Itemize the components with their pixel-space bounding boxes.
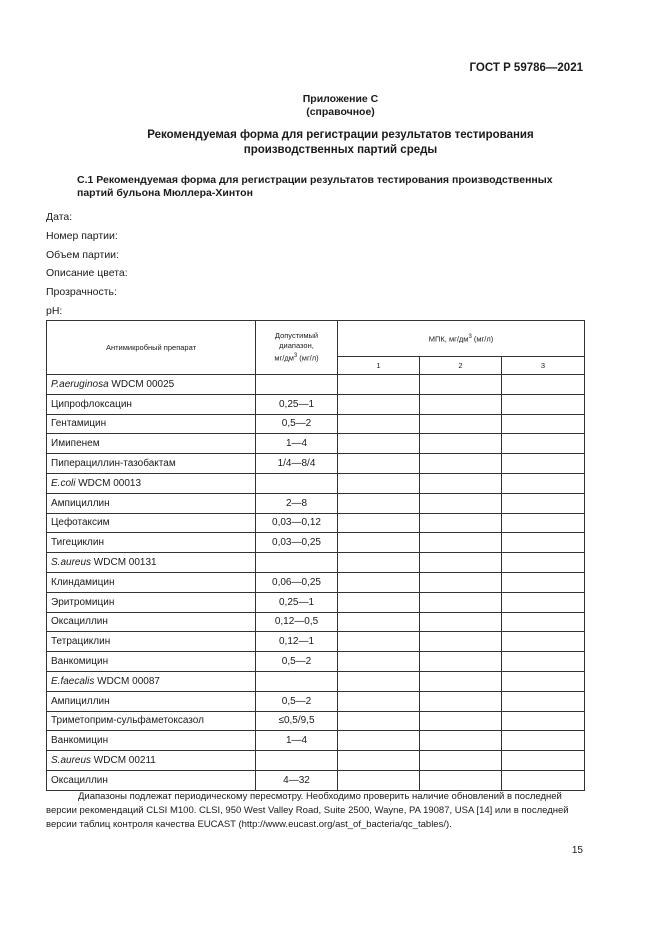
annex-heading	[10, 93, 661, 119]
drug-name-cell: Имипенем	[47, 434, 256, 454]
mic-result-cell-2	[420, 572, 502, 592]
table-row	[47, 513, 585, 533]
mic-result-cell-1	[338, 711, 420, 731]
page-number: 15	[571, 845, 583, 856]
organism-name: P.aeruginosa	[51, 378, 109, 390]
range-cell: 2—8	[256, 493, 338, 513]
mic-result-cell-1	[338, 632, 420, 652]
mic-result-cell-3	[502, 434, 585, 454]
organism-name: E.faecalis	[51, 675, 95, 687]
mic-result-cell-2	[420, 770, 502, 790]
organism-cell	[47, 751, 256, 771]
range-cell	[256, 375, 338, 395]
mic-result-cell-1	[338, 473, 420, 493]
organism-cell	[47, 671, 256, 691]
drug-name-cell: Оксациллин	[47, 770, 256, 790]
mic-result-cell-3	[502, 414, 585, 434]
table-row	[47, 572, 585, 592]
mic-result-cell-2	[420, 375, 502, 395]
organism-strain: WDCM 00087	[94, 675, 160, 687]
mic-result-cell-2	[420, 731, 502, 751]
mic-result-cell-3	[502, 394, 585, 414]
mic-result-cell-1	[338, 533, 420, 553]
drug-name-cell: Тигециклин	[47, 533, 256, 553]
table-row	[47, 533, 585, 553]
range-cell: 0,5—2	[256, 414, 338, 434]
table-row	[47, 691, 585, 711]
drug-name-cell: Гентамицин	[47, 414, 256, 434]
main-title-line-1: Рекомендуемая форма для регистрации результатов тестирования	[147, 129, 534, 141]
organism-cell	[47, 375, 256, 395]
field-color-description: Описание цвета:	[46, 267, 128, 280]
organism-row	[47, 473, 585, 493]
mic-result-cell-1	[338, 434, 420, 454]
column-header-mic-3: 3	[502, 357, 585, 375]
range-cell: 0,12—0,5	[256, 612, 338, 632]
table-row	[47, 454, 585, 474]
organism-row	[47, 751, 585, 771]
table-row	[47, 731, 585, 751]
mic-result-cell-2	[420, 454, 502, 474]
mic-result-cell-2	[420, 493, 502, 513]
range-cell: 1—4	[256, 731, 338, 751]
organism-name: E.coli	[51, 477, 76, 489]
mic-result-cell-3	[502, 652, 585, 672]
mic-result-cell-2	[420, 553, 502, 573]
range-cell: 1/4—8/4	[256, 454, 338, 474]
field-ph: pH:	[46, 304, 63, 317]
mic-result-cell-1	[338, 671, 420, 691]
mic-result-cell-3	[502, 691, 585, 711]
mic-result-cell-1	[338, 572, 420, 592]
range-cell: ≤0,5/9,5	[256, 711, 338, 731]
mic-result-cell-3	[502, 632, 585, 652]
table-row	[47, 493, 585, 513]
main-title	[10, 128, 661, 158]
mic-result-cell-2	[420, 513, 502, 533]
organism-row	[47, 553, 585, 573]
field-date: Дата:	[46, 211, 73, 223]
table-row	[47, 434, 585, 454]
organism-strain: WDCM 00211	[91, 755, 156, 767]
mic-result-cell-1	[338, 612, 420, 632]
mic-result-cell-1	[338, 493, 420, 513]
mic-result-cell-2	[420, 671, 502, 691]
drug-name-cell: Тетрациклин	[47, 632, 256, 652]
mic-result-cell-1	[338, 513, 420, 533]
range-cell	[256, 473, 338, 493]
mic-result-cell-3	[502, 731, 585, 751]
drug-name-cell: Ципрофлоксацин	[47, 394, 256, 414]
drug-name-cell: Цефотаксим	[47, 513, 256, 533]
mic-result-cell-3	[502, 572, 585, 592]
qc-table-body	[47, 375, 585, 791]
form-fields	[46, 208, 128, 321]
mic-result-cell-1	[338, 375, 420, 395]
mic-result-cell-3	[502, 553, 585, 573]
mic-result-cell-1	[338, 652, 420, 672]
column-header-range: Допустимый диапазон, $мг/дм^3$ (мг/л)	[256, 321, 338, 375]
main-title-line-2: производственных партий среды	[243, 144, 438, 156]
drug-name-cell: Эритромицин	[47, 592, 256, 612]
drug-name-cell: Триметоприм-сульфаметоксазол	[47, 711, 256, 731]
mic-result-cell-2	[420, 751, 502, 771]
annex-note: (справочное)	[306, 106, 375, 118]
table-row	[47, 414, 585, 434]
organism-name: S.aureus	[51, 557, 92, 569]
mic-result-cell-2	[420, 533, 502, 553]
organism-cell	[47, 473, 256, 493]
organism-row	[47, 375, 585, 395]
column-header-mic-2: 2	[420, 357, 502, 375]
table-row	[47, 711, 585, 731]
drug-name-cell: Пиперациллин-тазобактам	[47, 454, 256, 474]
section-title: С.1 Рекомендуемая форма для регистрации результатов тестирования производственных партий бульона Мюллера-Хинтон	[77, 174, 553, 199]
range-cell: 0,25—1	[256, 394, 338, 414]
table-row	[47, 592, 585, 612]
field-batch-volume: Объем партии:	[46, 248, 119, 261]
organism-row	[47, 671, 585, 691]
range-cell: 1—4	[256, 434, 338, 454]
range-cell: 0,5—2	[256, 652, 338, 672]
organism-strain: WDCM 00131	[91, 557, 157, 569]
organism-cell	[47, 553, 256, 573]
range-cell	[256, 671, 338, 691]
mic-result-cell-3	[502, 473, 585, 493]
mic-result-cell-3	[502, 751, 585, 771]
table-row	[47, 394, 585, 414]
table-row	[47, 632, 585, 652]
drug-name-cell: Ампициллин	[47, 493, 256, 513]
table-row	[47, 612, 585, 632]
mic-result-cell-2	[420, 711, 502, 731]
mic-result-cell-2	[420, 394, 502, 414]
field-transparency: Прозрачность:	[46, 286, 117, 299]
mic-result-cell-2	[420, 434, 502, 454]
mic-result-cell-1	[338, 592, 420, 612]
column-header-mic-1: 1	[338, 357, 420, 375]
mic-result-cell-1	[338, 731, 420, 751]
organism-strain: WDCM 00025	[108, 378, 175, 390]
mic-result-cell-1	[338, 394, 420, 414]
mic-result-cell-2	[420, 632, 502, 652]
drug-name-cell: Оксациллин	[47, 612, 256, 632]
organism-strain: WDCM 00013	[75, 477, 142, 489]
organism-name: S.aureus	[51, 755, 92, 767]
mic-result-cell-1	[338, 454, 420, 474]
mic-result-cell-3	[502, 493, 585, 513]
range-cell: 0,25—1	[256, 592, 338, 612]
drug-name-cell: Ванкомицин	[47, 652, 256, 672]
range-cell: 0,12—1	[256, 632, 338, 652]
qc-results-table	[46, 320, 585, 791]
mic-result-cell-3	[502, 533, 585, 553]
mic-result-cell-2	[420, 652, 502, 672]
mic-result-cell-2	[420, 612, 502, 632]
table-row	[47, 652, 585, 672]
range-cell: 0,06—0,25	[256, 572, 338, 592]
footnote: Диапазоны подлежат периодическому пересмотру. Необходимо проверить наличие обновлений в последней версии рекомендаций CLSI M100. CLSI, 950 West Valley Road, Suite 2500, Wayne, PA 19087, USA [14] или в последней версии таблиц контроля качества EUCAST (http://www.eucast.org/ast_of_bacteria/qc_tables/).	[46, 791, 569, 830]
range-cell: 0,5—2	[256, 691, 338, 711]
mic-result-cell-3	[502, 592, 585, 612]
mic-result-cell-1	[338, 691, 420, 711]
mic-result-cell-2	[420, 414, 502, 434]
mic-result-cell-3	[502, 375, 585, 395]
mic-result-cell-2	[420, 473, 502, 493]
mic-result-cell-1	[338, 553, 420, 573]
standard-code: ГОСТ Р 59786—2021	[469, 62, 583, 74]
mic-result-cell-3	[502, 711, 585, 731]
range-cell	[256, 751, 338, 771]
column-header-mic: МПК, $мг/дм^3$ (мг/л)	[338, 321, 585, 357]
range-cell: 0,03—0,12	[256, 513, 338, 533]
mic-result-cell-3	[502, 671, 585, 691]
table-row	[47, 770, 585, 790]
range-cell	[256, 553, 338, 573]
mic-result-cell-2	[420, 592, 502, 612]
mic-result-cell-3	[502, 770, 585, 790]
drug-name-cell: Ампициллин	[47, 691, 256, 711]
mic-result-cell-1	[338, 770, 420, 790]
mic-result-cell-3	[502, 454, 585, 474]
mic-result-cell-1	[338, 414, 420, 434]
mic-result-cell-3	[502, 513, 585, 533]
mic-result-cell-2	[420, 691, 502, 711]
column-header-drug: Антимикробный препарат	[47, 321, 256, 375]
range-cell: 4—32	[256, 770, 338, 790]
drug-name-cell: Клиндамицин	[47, 572, 256, 592]
mic-result-cell-1	[338, 751, 420, 771]
mic-result-cell-3	[502, 612, 585, 632]
range-cell: 0,03—0,25	[256, 533, 338, 553]
drug-name-cell: Ванкомицин	[47, 731, 256, 751]
field-batch-number: Номер партии:	[46, 229, 118, 242]
annex-title: Приложение С	[302, 93, 379, 105]
